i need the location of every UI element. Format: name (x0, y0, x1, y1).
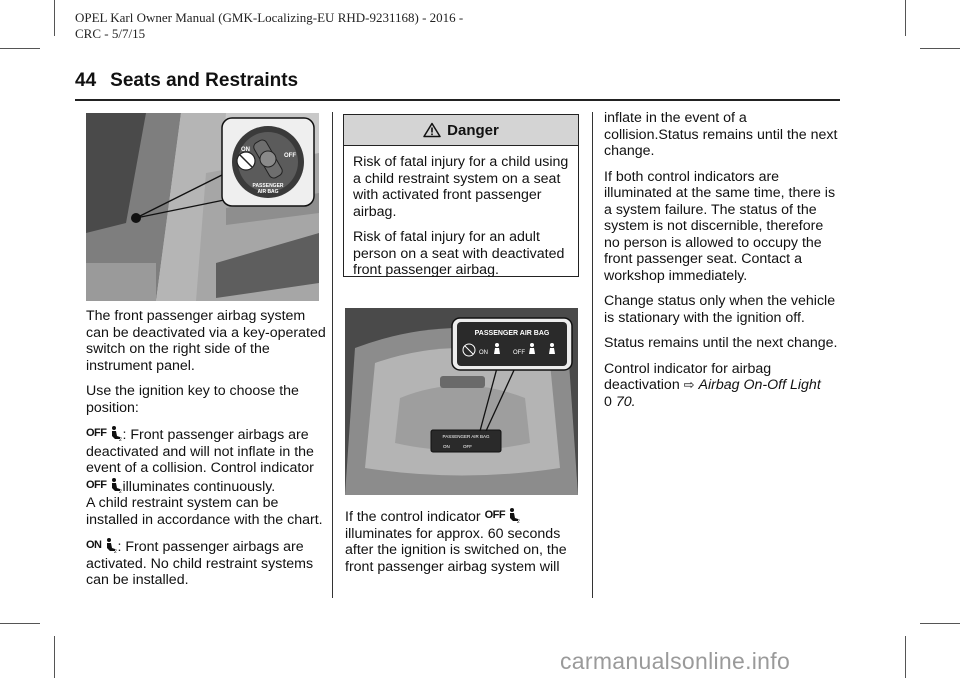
caption-text: illuminates for approx. 60 seconds after the ignition is switched on, the front passenger airbag system will (345, 525, 567, 575)
passenger-seat-icon (505, 507, 521, 523)
crop-mark (0, 623, 40, 624)
passenger-seat-icon (107, 477, 123, 493)
crop-mark (0, 48, 40, 49)
paragraph: The front passenger airbag system can be deactivated via a key-operated switch on the right side of the instrument panel. (86, 308, 326, 374)
crop-mark (920, 623, 960, 624)
paragraph (345, 507, 585, 575)
airbag-indicator-figure (345, 308, 578, 495)
page-title (75, 70, 298, 92)
paragraph: Risk of fatal injury for a child using a child restraint system on a seat with activated front passenger airbag. (353, 154, 569, 220)
column-1-text (86, 308, 326, 598)
svg-text:2: 2 (118, 488, 122, 493)
crop-mark (905, 0, 906, 36)
crop-mark (54, 0, 55, 36)
paragraph (604, 361, 839, 411)
airbag-switch-figure (86, 113, 319, 301)
indicator-panel-off: OFF (513, 350, 525, 356)
danger-box (343, 114, 579, 277)
column-3-text (604, 110, 839, 419)
column-divider (332, 112, 333, 598)
danger-title: Danger (447, 121, 499, 139)
indicator-panel-on: ON (479, 350, 488, 356)
watermark: carmanualsonline.info (560, 648, 791, 674)
svg-text:2: 2 (118, 437, 122, 441)
svg-text:2: 2 (517, 519, 520, 523)
paragraph: Use the ignition key to choose the position: (86, 383, 299, 416)
switch-off-label: OFF (284, 153, 296, 159)
airbag-off-symbol: OFF (484, 509, 506, 521)
crop-mark (905, 636, 906, 678)
cross-reference-page[interactable]: 70. (615, 393, 636, 410)
switch-label: AIR BAG (257, 189, 279, 195)
title-rule (75, 99, 840, 101)
crop-mark (920, 48, 960, 49)
switch-on-label: ON (241, 147, 250, 153)
page-number: 44 (75, 70, 97, 91)
paragraph: Status remains until the next change. (604, 335, 838, 351)
cross-reference-arrow: 0 (604, 393, 612, 410)
passenger-seat-icon (107, 425, 123, 441)
paragraph: inflate in the event of a collision.Status remains until the next change. (604, 110, 838, 159)
caption-text: If the control indicator (345, 509, 481, 525)
on-description-text: : Front passenger airbags are activated. No child restraint systems can be installed. (86, 539, 314, 588)
paragraph: Risk of fatal injury for an adult person on a seat with deactivated front passenger airbag. (353, 229, 565, 278)
on-position-description (86, 537, 326, 589)
cross-reference-link[interactable]: Airbag On-Off Light (698, 377, 821, 393)
cross-reference-arrow-icon: ⇨ (683, 377, 695, 392)
warning-triangle-icon (423, 122, 441, 138)
danger-body (344, 146, 578, 279)
paragraph: Change status only when the vehicle is stationary with the ignition off. (604, 293, 836, 326)
airbag-off-symbol: OFF (86, 427, 107, 439)
column-divider (592, 112, 593, 598)
crop-mark (54, 636, 55, 678)
document-meta-line: CRC - 5/7/15 (75, 26, 146, 41)
off-description-text: : Front passenger airbags are deactivated and will not inflate in the event of a collision. Control indicator (86, 427, 314, 476)
indicator-small-off: OFF (463, 444, 472, 449)
paragraph: If both control indicators are illuminated at the same time, there is a system failure. The status of the system is not discernible, therefore no person is allowed to occupy the front passenger seat. Contact a workshop immediately. (604, 168, 836, 284)
danger-header (344, 115, 578, 146)
indicator-small-label: PASSENGER AIR BAG (442, 434, 490, 439)
switch-label: PASSENGER (252, 183, 284, 189)
off-description-text: illuminates continuously. (122, 478, 276, 495)
indicator-panel-title: PASSENGER AIR BAG (474, 330, 550, 337)
airbag-off-symbol: OFF (86, 478, 107, 491)
section-title: Seats and Restraints (110, 70, 299, 91)
svg-text:2: 2 (113, 549, 117, 553)
document-meta (75, 10, 555, 42)
column-2-text (345, 507, 585, 584)
paragraph: A child restraint system can be installed in accordance with the chart. (86, 495, 323, 528)
paragraph-text: Control indicator for airbag deactivation (604, 360, 772, 393)
off-position-description (86, 425, 326, 495)
passenger-seat-icon (102, 537, 118, 553)
indicator-small-on: ON (443, 444, 450, 449)
airbag-on-symbol: ON (86, 539, 102, 551)
document-meta-line: OPEL Karl Owner Manual (GMK-Localizing-EU RHD-9231168) - 2016 - (75, 10, 464, 25)
